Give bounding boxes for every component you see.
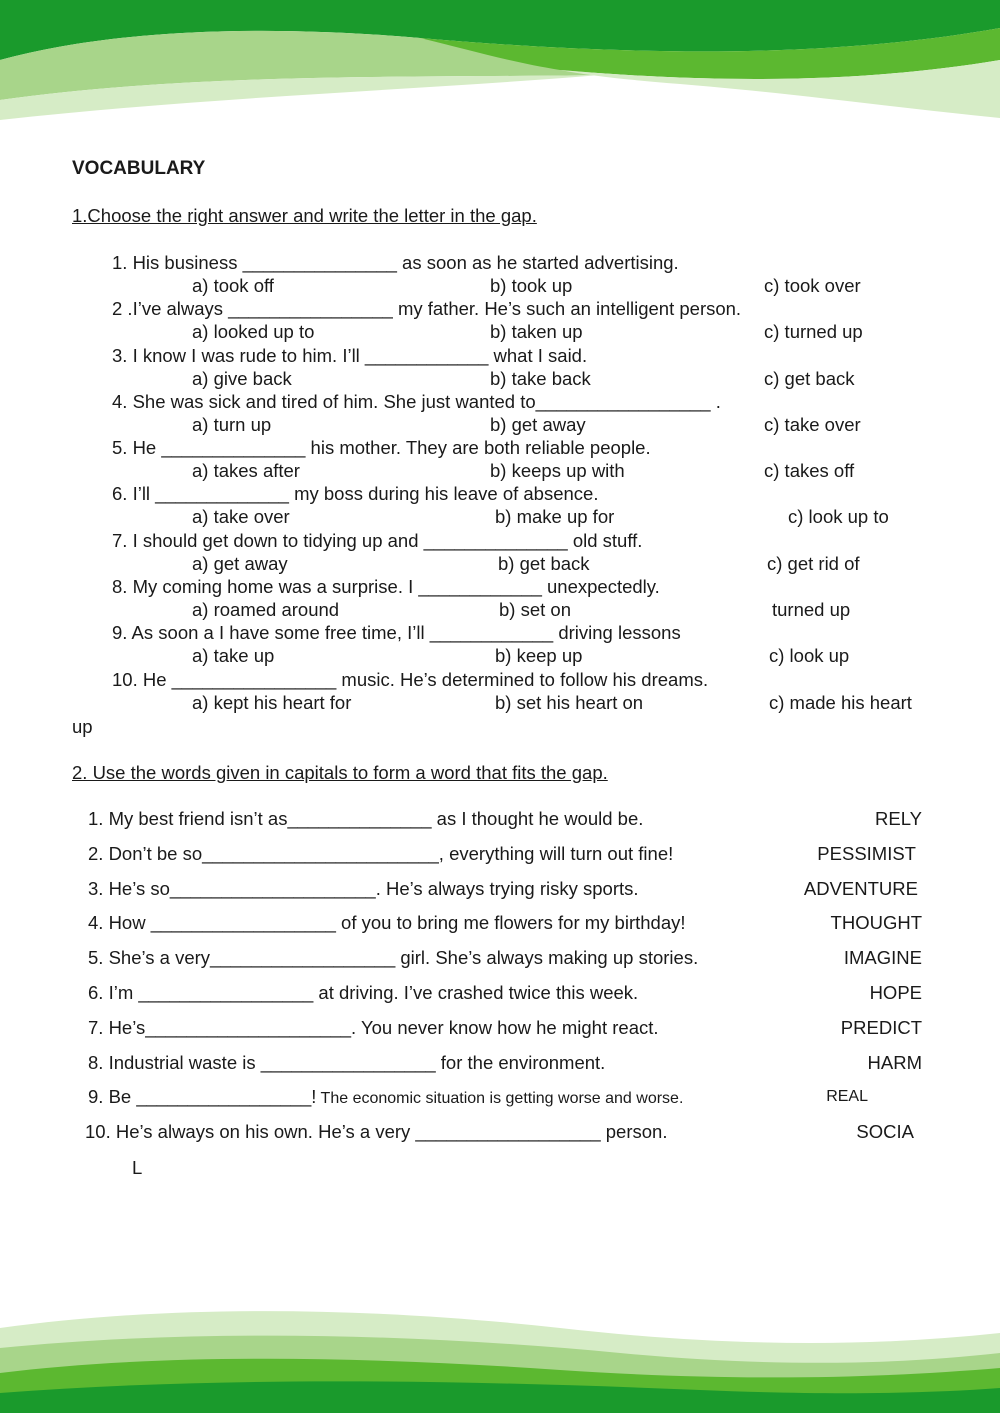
page-heading: VOCABULARY	[72, 158, 206, 179]
option-c: c) turned up	[764, 321, 863, 343]
question-text: 8. My coming home was a surprise. I ____________ unexpectedly.	[112, 576, 660, 598]
option-a: a) get away	[192, 552, 288, 574]
mc-question	[0, 669, 1000, 715]
base-word: SOCIA	[856, 1121, 914, 1143]
option-a: a) took off	[192, 275, 274, 296]
mc-question	[0, 298, 1000, 344]
section2-instruction: 2. Use the words given in capitals to form a word that fits the gap.	[72, 762, 608, 783]
question-text: 9. As soon a I have some free time, I’ll ____________ driving lessons	[112, 622, 681, 644]
option-a: a) kept his heart for	[192, 691, 352, 713]
option-a: a) roamed around	[192, 599, 340, 621]
sentence-text: 7. He’s____________________. You never know how he might react.	[88, 1016, 659, 1038]
section1-instruction: 1.Choose the right answer and write the letter in the gap.	[72, 205, 537, 226]
word-formation-item	[0, 808, 1000, 843]
base-word: THOUGHT	[830, 912, 922, 934]
option-a: a) give back	[192, 367, 292, 389]
question-text: 5. He ______________ his mother. They are both reliable people.	[112, 437, 651, 459]
base-word: RELY	[875, 808, 922, 829]
multiple-choice-list	[0, 252, 1000, 715]
word-formation-item	[0, 878, 1000, 913]
option-a: a) take up	[192, 645, 275, 667]
mc-question	[0, 391, 1000, 437]
sentence-text-end: The economic situation is getting worse and worse.	[316, 1090, 684, 1108]
question-text: 4. She was sick and tired of him. She just wanted to_________________ .	[112, 390, 721, 412]
sentence-text: 5. She’s a very__________________ girl. She’s always making up stories.	[88, 947, 699, 969]
option-wrap-text: up	[72, 716, 93, 737]
sentence-text	[88, 1086, 683, 1108]
option-a: a) take over	[192, 506, 290, 528]
sentence-text: 2. Don’t be so_______________________, everything will turn out fine!	[88, 842, 674, 864]
option-c: c) took over	[764, 275, 861, 296]
sentence-text: 6. I’m _________________ at driving. I’ve crashed twice this week.	[88, 981, 639, 1003]
question-text: 7. I should get down to tidying up and ______________ old stuff.	[112, 529, 643, 551]
option-c: c) look up to	[788, 506, 889, 528]
base-word: IMAGINE	[843, 947, 922, 969]
base-word: PREDICT	[840, 1016, 922, 1038]
base-word: ADVENTURE	[803, 877, 918, 899]
option-b: b) set on	[499, 599, 571, 621]
option-a: a) turn up	[192, 413, 272, 435]
option-c: c) made his heart	[769, 691, 912, 713]
top-wave-decoration	[0, 0, 1000, 130]
question-text: 6. I’ll _____________ my boss during his leave of absence.	[112, 483, 599, 505]
base-word-wrap-text: L	[132, 1157, 143, 1178]
mc-question	[0, 345, 1000, 391]
option-b: b) take back	[490, 367, 591, 389]
option-c: turned up	[772, 599, 851, 621]
mc-question	[0, 252, 1000, 298]
base-word: HOPE	[869, 981, 922, 1003]
word-formation-item	[0, 912, 1000, 947]
sentence-text: 3. He’s so____________________. He’s always trying risky sports.	[88, 877, 639, 899]
word-formation-item	[0, 1052, 1000, 1087]
option-b: b) taken up	[490, 321, 583, 343]
sentence-text-start: 9. Be _________________!	[88, 1086, 317, 1108]
option-c: c) get rid of	[767, 552, 860, 574]
mc-question	[0, 483, 1000, 529]
question-text: 3. I know I was rude to him. I’ll ____________ what I said.	[112, 344, 588, 366]
option-a: a) takes after	[192, 460, 300, 482]
option-b: b) get back	[498, 552, 590, 574]
option-b: b) set his heart on	[495, 691, 644, 713]
question-text: 1. His business _______________ as soon as he started advertising.	[112, 252, 679, 273]
sentence-text: 10. He’s always on his own. He’s a very __________________ person.	[85, 1121, 668, 1143]
sentence-text: 4. How __________________ of you to bring me flowers for my birthday!	[88, 912, 686, 934]
option-b: b) keep up	[495, 645, 583, 667]
word-formation-item	[0, 843, 1000, 878]
word-formation-list	[0, 808, 1000, 1156]
question-text: 10. He ________________ music. He’s determined to follow his dreams.	[112, 668, 709, 690]
bottom-wave-decoration	[0, 1298, 1000, 1413]
question-text: 2 .I’ve always ________________ my father. He’s such an intelligent person.	[112, 298, 742, 320]
word-formation-item	[0, 982, 1000, 1017]
mc-question	[0, 437, 1000, 483]
option-c: c) takes off	[764, 460, 855, 482]
option-c: c) take over	[764, 413, 861, 435]
sentence-text: 8. Industrial waste is _________________ for the environment.	[88, 1051, 606, 1073]
word-formation-item	[0, 1017, 1000, 1052]
word-formation-item	[0, 1121, 1000, 1156]
option-b: b) keeps up with	[490, 460, 625, 482]
option-b: b) took up	[490, 275, 573, 296]
sentence-text: 1. My best friend isn’t as______________ as I thought he would be.	[88, 808, 644, 829]
word-formation-item	[0, 1086, 1000, 1121]
option-b: b) get away	[490, 413, 586, 435]
option-b: b) make up for	[495, 506, 615, 528]
mc-question	[0, 576, 1000, 622]
option-c: c) get back	[764, 367, 855, 389]
option-a: a) looked up to	[192, 321, 315, 343]
word-formation-item	[0, 947, 1000, 982]
base-word: PESSIMIST	[817, 842, 916, 864]
mc-question	[0, 530, 1000, 576]
option-c: c) look up	[769, 645, 850, 667]
mc-question	[0, 622, 1000, 668]
base-word: REAL	[826, 1088, 868, 1106]
base-word: HARM	[867, 1051, 922, 1073]
